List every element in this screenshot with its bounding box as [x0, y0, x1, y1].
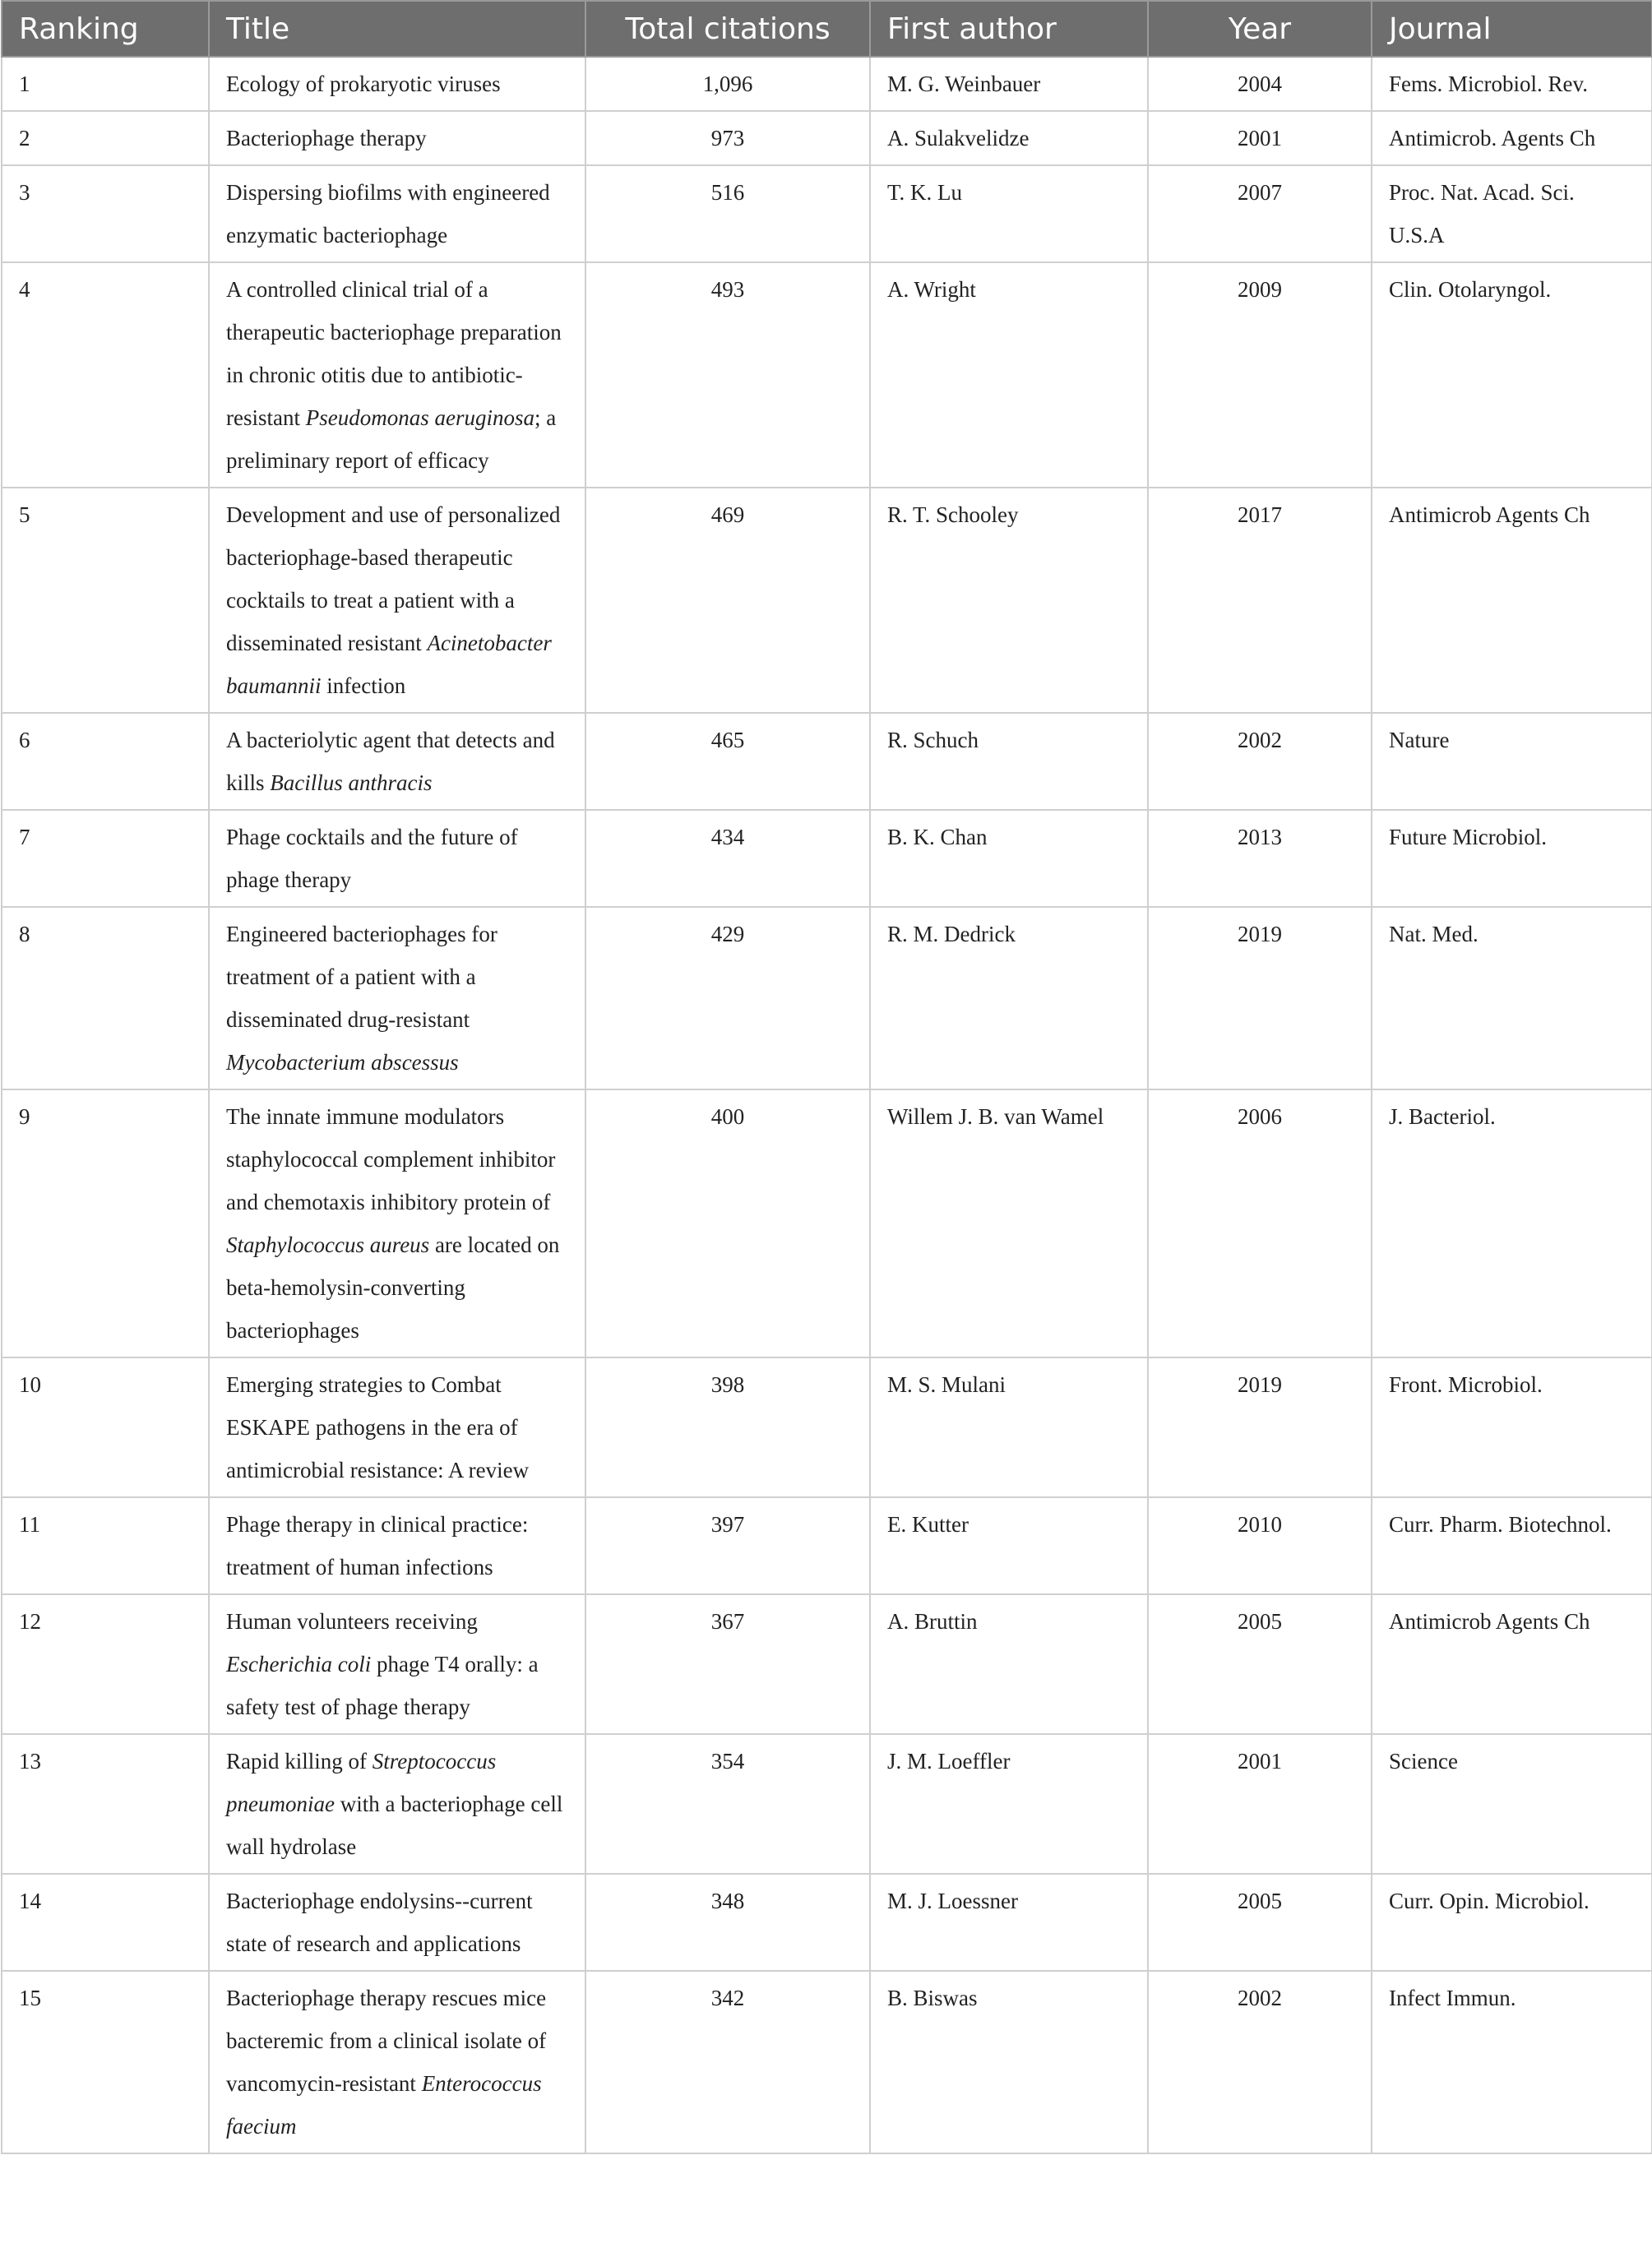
year-cell: 2019 [1148, 907, 1372, 1089]
citations-cell: 354 [585, 1734, 870, 1874]
ranking-cell: 7 [2, 810, 209, 907]
first-author-cell: J. M. Loeffler [870, 1734, 1148, 1874]
column-header-first-author: First author [870, 1, 1148, 57]
year-cell: 2007 [1148, 165, 1372, 262]
citations-cell: 400 [585, 1089, 870, 1357]
citations-cell: 434 [585, 810, 870, 907]
table-row [2, 488, 1652, 713]
title-italic-text: Enterococcus faecium [226, 2071, 542, 2139]
column-header-title: Title [209, 1, 585, 57]
year-cell: 2002 [1148, 713, 1372, 810]
table-row [2, 111, 1652, 165]
title-text: Rapid killing of [226, 1749, 373, 1774]
journal-cell: Fems. Microbiol. Rev. [1372, 57, 1652, 111]
title-text: are located on beta-hemolysin-converting bacteriophages [226, 1232, 560, 1343]
title-italic-text: Mycobacterium abscessus [226, 1050, 459, 1075]
column-header-total-citations: Total citations [585, 1, 870, 57]
title-text: Ecology of prokaryotic viruses [226, 72, 501, 96]
table-row [2, 1734, 1652, 1874]
title-text: A bacteriolytic agent that detects and kills [226, 728, 555, 795]
title-cell [209, 1734, 585, 1874]
year-cell: 2006 [1148, 1089, 1372, 1357]
table-row [2, 262, 1652, 488]
first-author-cell: R. M. Dedrick [870, 907, 1148, 1089]
table-row [2, 1971, 1652, 2153]
citations-cell: 342 [585, 1971, 870, 2153]
title-italic-text: Streptococcus pneumoniae [226, 1749, 497, 1816]
table-row [2, 57, 1652, 111]
ranking-cell: 3 [2, 165, 209, 262]
citations-cell: 398 [585, 1357, 870, 1497]
citations-cell: 1,096 [585, 57, 870, 111]
first-author-cell: T. K. Lu [870, 165, 1148, 262]
title-text: Human volunteers receiving [226, 1609, 478, 1634]
ranking-cell: 8 [2, 907, 209, 1089]
table-row [2, 713, 1652, 810]
ranking-cell: 14 [2, 1874, 209, 1971]
citations-cell: 429 [585, 907, 870, 1089]
title-text: Bacteriophage endolysins--current state of research and applications [226, 1889, 533, 1956]
journal-cell: Curr. Opin. Microbiol. [1372, 1874, 1652, 1971]
column-header-ranking: Ranking [2, 1, 209, 57]
table-body [2, 57, 1652, 2153]
journal-cell: Curr. Pharm. Biotechnol. [1372, 1497, 1652, 1594]
table-row [2, 1357, 1652, 1497]
title-text: Bacteriophage therapy [226, 126, 427, 150]
journal-cell: Nat. Med. [1372, 907, 1652, 1089]
title-italic-text: Staphylococcus aureus [226, 1232, 430, 1257]
title-text: Engineered bacteriophages for treatment of a patient with a disseminated drug-resistant [226, 922, 497, 1032]
first-author-cell: R. T. Schooley [870, 488, 1148, 713]
citations-cell: 465 [585, 713, 870, 810]
title-text: ; a preliminary report of efficacy [226, 405, 557, 473]
title-cell [209, 262, 585, 488]
title-cell [209, 1971, 585, 2153]
title-cell [209, 488, 585, 713]
ranking-cell: 15 [2, 1971, 209, 2153]
table-row [2, 810, 1652, 907]
journal-cell: Science [1372, 1734, 1652, 1874]
ranking-cell: 6 [2, 713, 209, 810]
journal-cell: Future Microbiol. [1372, 810, 1652, 907]
year-cell: 2005 [1148, 1874, 1372, 1971]
title-text: Phage cocktails and the future of phage therapy [226, 825, 518, 892]
title-text: phage T4 orally: a safety test of phage therapy [226, 1652, 539, 1719]
citations-cell: 348 [585, 1874, 870, 1971]
table-row [2, 907, 1652, 1089]
title-cell [209, 1357, 585, 1497]
title-italic-text: Escherichia coli [226, 1652, 372, 1676]
title-cell [209, 1089, 585, 1357]
title-cell [209, 907, 585, 1089]
first-author-cell: B. K. Chan [870, 810, 1148, 907]
year-cell: 2019 [1148, 1357, 1372, 1497]
first-author-cell: M. G. Weinbauer [870, 57, 1148, 111]
citations-cell: 397 [585, 1497, 870, 1594]
header-row [2, 1, 1652, 57]
first-author-cell: A. Bruttin [870, 1594, 1148, 1734]
title-cell [209, 57, 585, 111]
year-cell: 2017 [1148, 488, 1372, 713]
title-text: with a bacteriophage cell wall hydrolase [226, 1792, 563, 1859]
year-cell: 2001 [1148, 111, 1372, 165]
journal-cell: Antimicrob. Agents Ch [1372, 111, 1652, 165]
first-author-cell: Willem J. B. van Wamel [870, 1089, 1148, 1357]
title-cell [209, 1594, 585, 1734]
title-italic-text: Bacillus anthracis [270, 770, 433, 795]
citations-cell: 469 [585, 488, 870, 713]
ranking-cell: 10 [2, 1357, 209, 1497]
journal-cell: Antimicrob Agents Ch [1372, 488, 1652, 713]
title-text: Bacteriophage therapy rescues mice bacteremic from a clinical isolate of vancomycin-resistant [226, 1986, 547, 2096]
citations-cell: 516 [585, 165, 870, 262]
title-text: Development and use of personalized bacteriophage-based therapeutic cocktails to treat a patient with a disseminated resistant [226, 502, 561, 655]
title-cell [209, 165, 585, 262]
table-row [2, 1089, 1652, 1357]
ranking-cell: 11 [2, 1497, 209, 1594]
year-cell: 2009 [1148, 262, 1372, 488]
year-cell: 2010 [1148, 1497, 1372, 1594]
first-author-cell: R. Schuch [870, 713, 1148, 810]
year-cell: 2005 [1148, 1594, 1372, 1734]
table-row [2, 1497, 1652, 1594]
title-text: A controlled clinical trial of a therapeutic bacteriophage preparation in chronic otitis due to antibiotic-resistant [226, 277, 562, 430]
title-text: Emerging strategies to Combat ESKAPE pathogens in the era of antimicrobial resistance: A review [226, 1372, 530, 1482]
ranking-cell: 1 [2, 57, 209, 111]
column-header-journal: Journal [1372, 1, 1652, 57]
journal-cell: Proc. Nat. Acad. Sci. U.S.A [1372, 165, 1652, 262]
title-cell [209, 1497, 585, 1594]
table-row [2, 165, 1652, 262]
year-cell: 2001 [1148, 1734, 1372, 1874]
title-cell [209, 1874, 585, 1971]
ranking-cell: 2 [2, 111, 209, 165]
title-italic-text: Acinetobacter baumannii [226, 631, 552, 698]
first-author-cell: E. Kutter [870, 1497, 1148, 1594]
title-text: Dispersing biofilms with engineered enzymatic bacteriophage [226, 180, 550, 247]
ranking-cell: 5 [2, 488, 209, 713]
year-cell: 2013 [1148, 810, 1372, 907]
title-text: infection [321, 673, 406, 698]
citations-cell: 367 [585, 1594, 870, 1734]
journal-cell: Nature [1372, 713, 1652, 810]
table-row [2, 1594, 1652, 1734]
title-cell [209, 111, 585, 165]
citations-cell: 973 [585, 111, 870, 165]
title-cell [209, 713, 585, 810]
year-cell: 2002 [1148, 1971, 1372, 2153]
citations-table [1, 0, 1652, 2154]
journal-cell: Clin. Otolaryngol. [1372, 262, 1652, 488]
journal-cell: Front. Microbiol. [1372, 1357, 1652, 1497]
ranking-cell: 12 [2, 1594, 209, 1734]
table-row [2, 1874, 1652, 1971]
journal-cell: Antimicrob Agents Ch [1372, 1594, 1652, 1734]
journal-cell: Infect Immun. [1372, 1971, 1652, 2153]
column-header-year: Year [1148, 1, 1372, 57]
first-author-cell: B. Biswas [870, 1971, 1148, 2153]
title-text: Phage therapy in clinical practice: treatment of human infections [226, 1512, 529, 1579]
ranking-cell: 9 [2, 1089, 209, 1357]
title-text: The innate immune modulators staphylococcal complement inhibitor and chemotaxis inhibitory protein of [226, 1104, 556, 1214]
ranking-cell: 13 [2, 1734, 209, 1874]
citations-cell: 493 [585, 262, 870, 488]
first-author-cell: M. J. Loessner [870, 1874, 1148, 1971]
first-author-cell: A. Sulakvelidze [870, 111, 1148, 165]
ranking-cell: 4 [2, 262, 209, 488]
journal-cell: J. Bacteriol. [1372, 1089, 1652, 1357]
year-cell: 2004 [1148, 57, 1372, 111]
title-italic-text: Pseudomonas aeruginosa [305, 405, 534, 430]
first-author-cell: A. Wright [870, 262, 1148, 488]
title-cell [209, 810, 585, 907]
first-author-cell: M. S. Mulani [870, 1357, 1148, 1497]
